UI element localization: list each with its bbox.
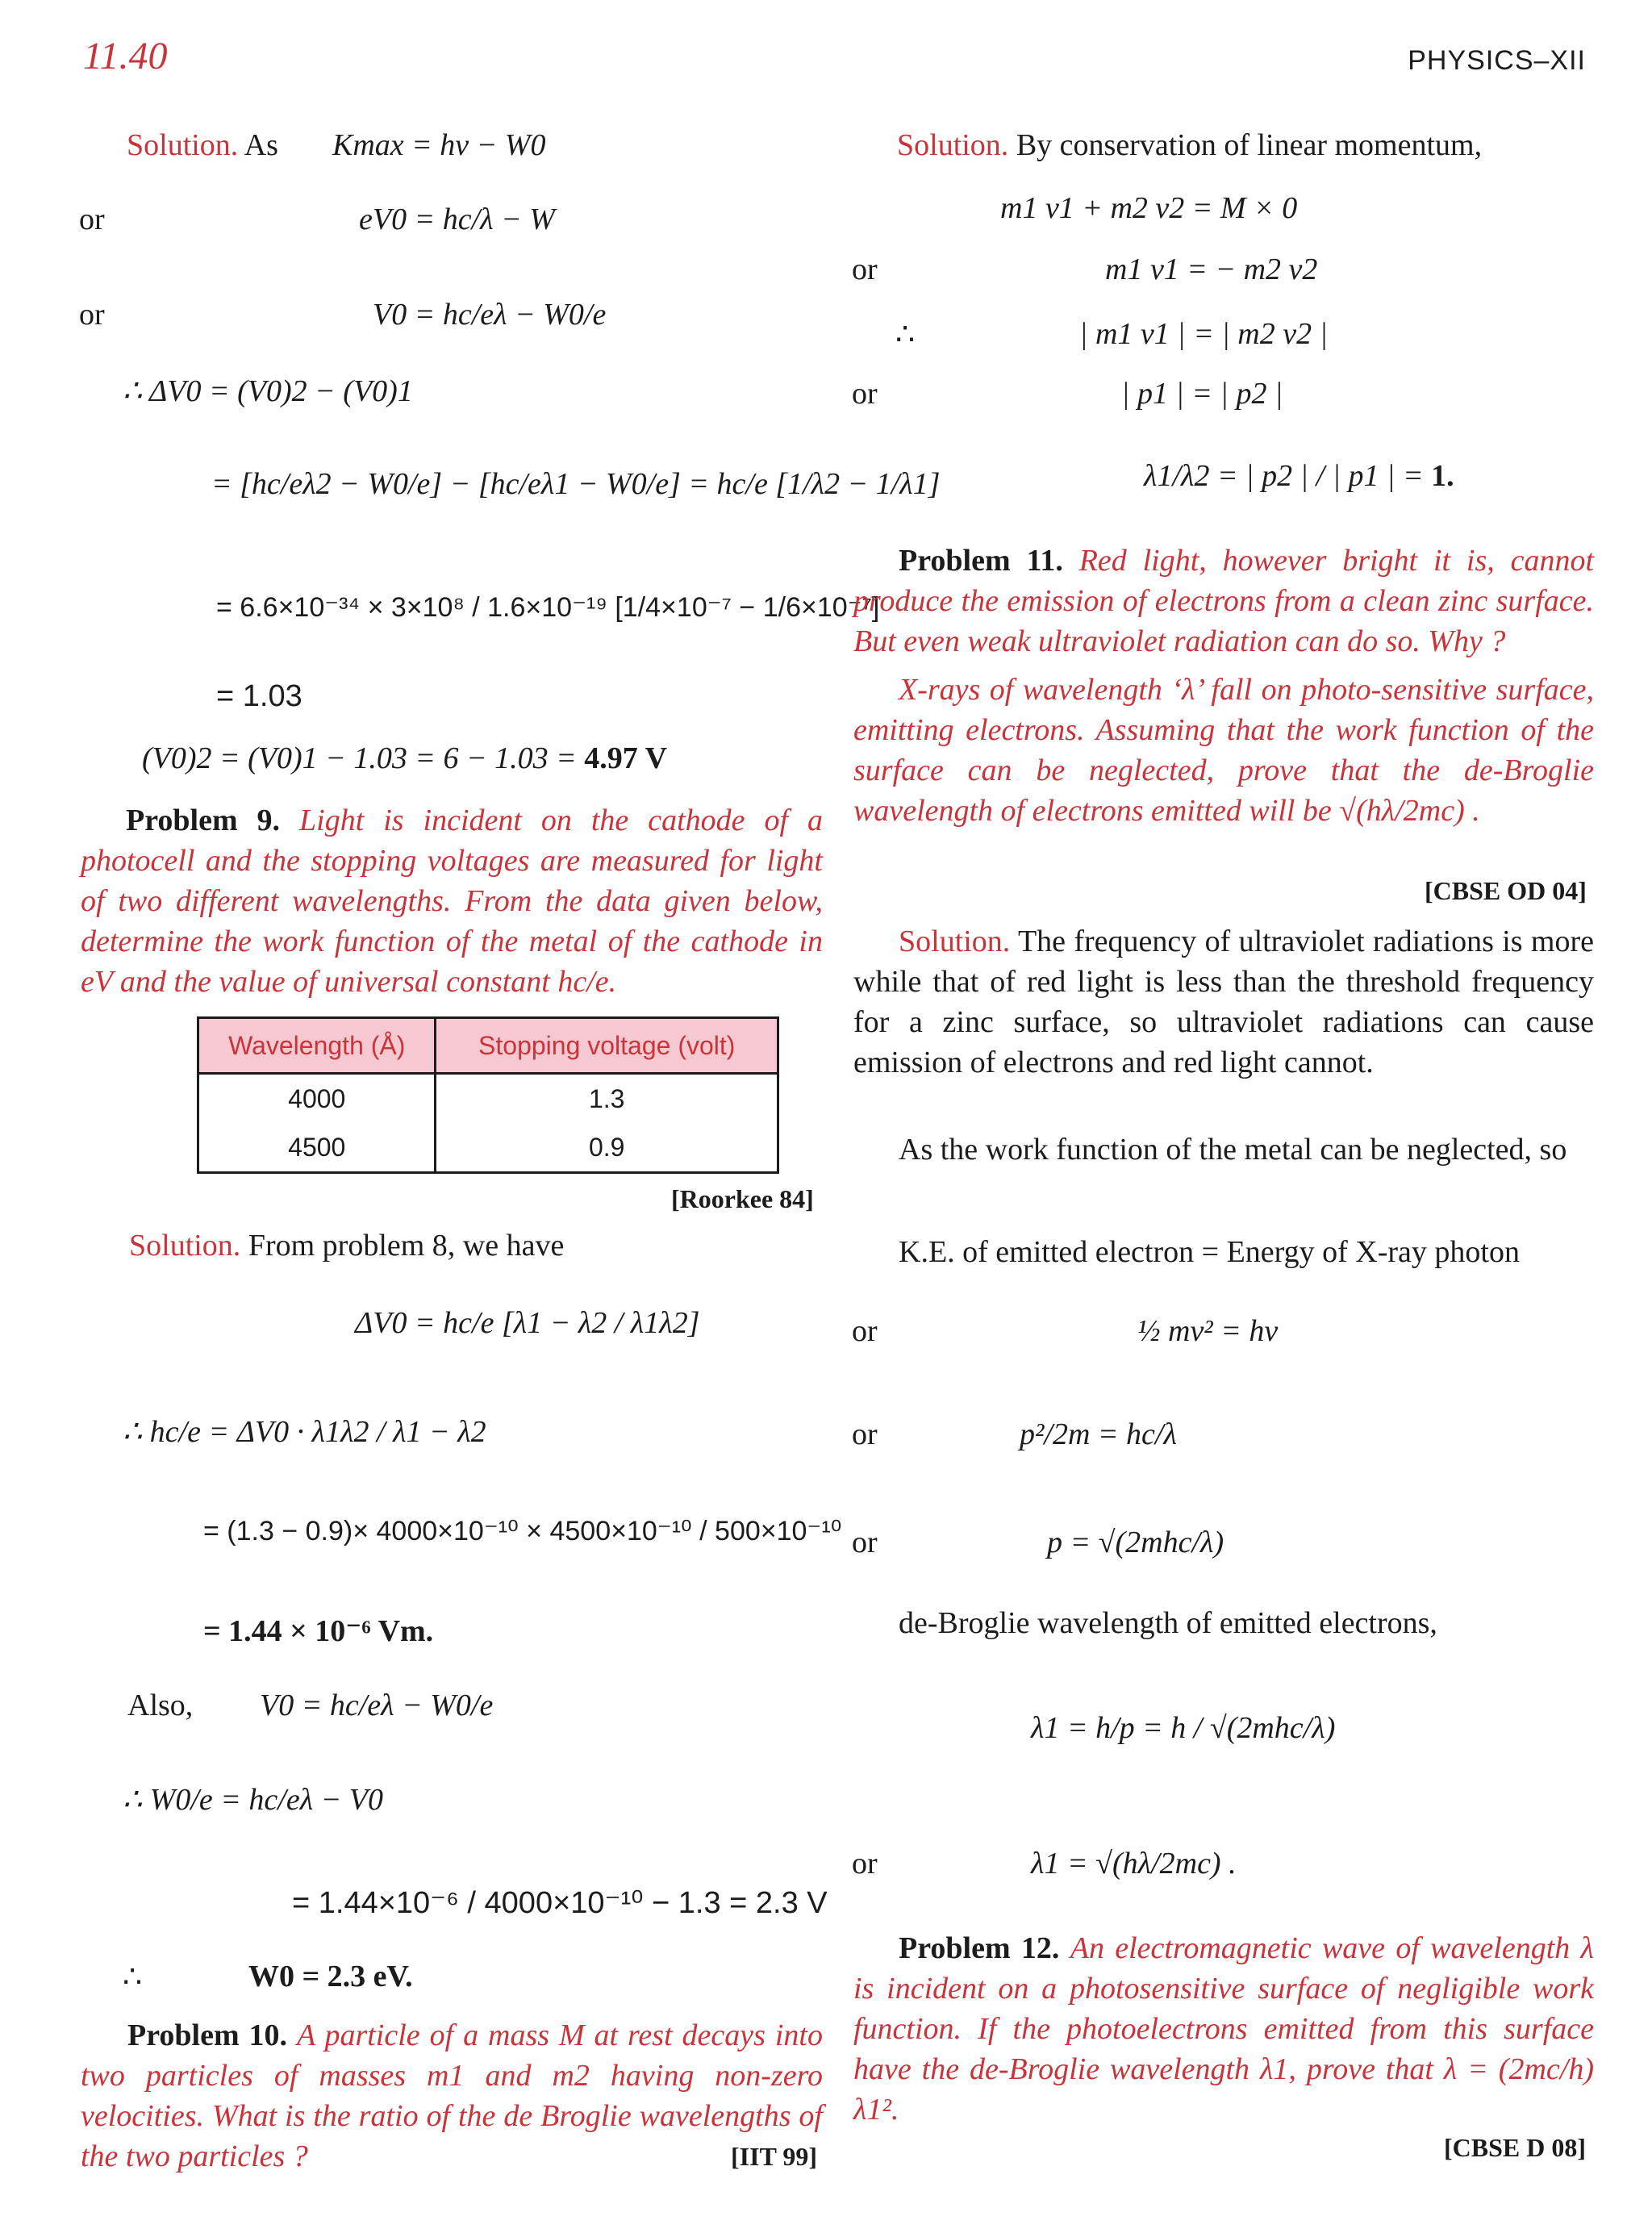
equation: ½ mv² = hν xyxy=(1137,1314,1279,1348)
equation: λ1 = h/p = h / √(2mhc/λ) xyxy=(1031,1711,1336,1745)
equation: p²/2m = hc/λ xyxy=(1020,1417,1177,1451)
equation: V0 = hc/eλ − W0/e xyxy=(373,298,607,332)
table-row: 4500 0.9 xyxy=(198,1123,778,1173)
book-title: PHYSICS–XII xyxy=(1408,45,1586,76)
solution-label: Solution. By conservation of linear momentum, xyxy=(897,128,1483,162)
table-header: Stopping voltage (volt) xyxy=(436,1018,778,1074)
solution-label: Solution. From problem 8, we have xyxy=(129,1229,565,1263)
or-label: or xyxy=(852,1526,878,1559)
equation: = 1.44 × 10⁻⁶ Vm. xyxy=(203,1614,434,1648)
equation: V0 = hc/eλ − W0/e xyxy=(260,1688,494,1722)
equation: | m1 v1 | = | m2 v2 | xyxy=(1079,317,1329,351)
table-header: Wavelength (Å) xyxy=(198,1018,436,1074)
equation: = 6.6×10⁻³⁴ × 3×10⁸ / 1.6×10⁻¹⁹ [1/4×10⁻⁷ − 1/6×10⁻⁷] xyxy=(216,592,880,623)
equation: p = √(2mhc/λ) xyxy=(1047,1526,1224,1559)
reference: [IIT 99] xyxy=(731,2142,817,2171)
equation: (V0)2 = (V0)1 − 1.03 = 6 − 1.03 = 4.97 V xyxy=(142,741,668,775)
equation: ∴ hc/e = ΔV0 · λ1λ2 / λ1 − λ2 xyxy=(123,1415,486,1449)
problem-11-part-2: X-rays of wavelength ‘λ’ fall on photo-sensitive surface, emitting electrons. Assuming that the work function of the surface can be neglected, prove that the de-Broglie wavelength of electrons emitted will be √(hλ/2mc) . xyxy=(853,673,1594,828)
problem-9: Problem 9. Light is incident on the cathode of a photocell and the stopping voltages are measured for light of two different wavelengths. From the data given below, determine the work function of the metal of the cathode in eV and the value of universal constant hc/e. xyxy=(81,804,823,999)
or-label: or xyxy=(852,1417,878,1451)
equation: ΔV0 = hc/e [λ1 − λ2 / λ1λ2] xyxy=(355,1306,700,1340)
or-label: or xyxy=(79,202,105,236)
reference: [CBSE D 08] xyxy=(1444,2133,1587,2162)
equation: W0 = 2.3 eV. xyxy=(248,1960,413,1993)
problem-11: Problem 11. Red light, however bright it is, cannot produce the emission of electrons from a clean zinc surface. But even weak ultraviolet radiation can do so. Why ? xyxy=(853,544,1595,658)
data-table xyxy=(197,1016,779,1174)
or-label: or xyxy=(852,1847,878,1880)
equation: = [hc/eλ2 − W0/e] − [hc/eλ1 − W0/e] = hc/e [1/λ2 − 1/λ1] xyxy=(211,467,941,501)
page-number: 11.40 xyxy=(83,35,168,77)
table-row: 4000 1.3 xyxy=(198,1074,778,1124)
statement: de-Broglie wavelength of emitted electrons, xyxy=(899,1606,1437,1640)
or-label: or xyxy=(852,253,878,286)
equation: m1 v1 + m2 v2 = M × 0 xyxy=(1000,191,1298,225)
or-label: or xyxy=(852,377,878,411)
equation: | p1 | = | p2 | xyxy=(1121,377,1283,411)
therefore-label: ∴ xyxy=(895,318,916,352)
solution-11-text: As the work function of the metal can be neglected, so xyxy=(899,1133,1567,1167)
reference: [Roorkee 84] xyxy=(671,1184,814,1213)
equation: ∴ W0/e = hc/eλ − V0 xyxy=(123,1783,383,1817)
solution-label: Solution. As xyxy=(127,128,278,162)
equation: = (1.3 − 0.9)× 4000×10⁻¹⁰ × 4500×10⁻¹⁰ / 500×10⁻¹⁰ xyxy=(203,1516,842,1547)
equation: eV0 = hc/λ − W xyxy=(359,202,555,236)
therefore-label: ∴ xyxy=(123,1960,143,1994)
or-label: or xyxy=(79,298,105,332)
equation: = 1.03 xyxy=(216,679,302,713)
also-label: Also, xyxy=(127,1688,194,1722)
equation: m1 v1 = − m2 v2 xyxy=(1105,253,1318,286)
statement: K.E. of emitted electron = Energy of X-ray photon xyxy=(899,1235,1520,1269)
equation: λ1/λ2 = | p2 | / | p1 | = 1. xyxy=(1144,459,1454,493)
problem-10: Problem 10. A particle of a mass M at rest decays into two particles of masses m1 and m2 having non-zero velocities. What is the ratio of the de Broglie wavelengths of the two particles ? xyxy=(81,2018,823,2173)
equation: = 1.44×10⁻⁶ / 4000×10⁻¹⁰ − 1.3 = 2.3 V xyxy=(292,1886,828,1920)
equation: λ1 = √(hλ/2mc) . xyxy=(1031,1847,1237,1880)
equation: Kmax = hν − W0 xyxy=(332,128,546,162)
problem-12: Problem 12. An electromagnetic wave of wavelength λ is incident on a photosensitive surface of negligible work function. If the photoelectrons emitted from this surface have the de-Broglie wavelength λ1, prove that λ = (2mc/h) λ1². xyxy=(853,1931,1595,2127)
or-label: or xyxy=(852,1314,878,1348)
equation: ∴ ΔV0 = (V0)2 − (V0)1 xyxy=(123,374,413,408)
solution-11: Solution. The frequency of ultraviolet radiations is more while that of red light is less than the threshold frequency for a zinc surface, so ultraviolet radiations can cause emission of electrons and red light cannot. xyxy=(853,925,1594,1079)
reference: [CBSE OD 04] xyxy=(1425,876,1587,905)
